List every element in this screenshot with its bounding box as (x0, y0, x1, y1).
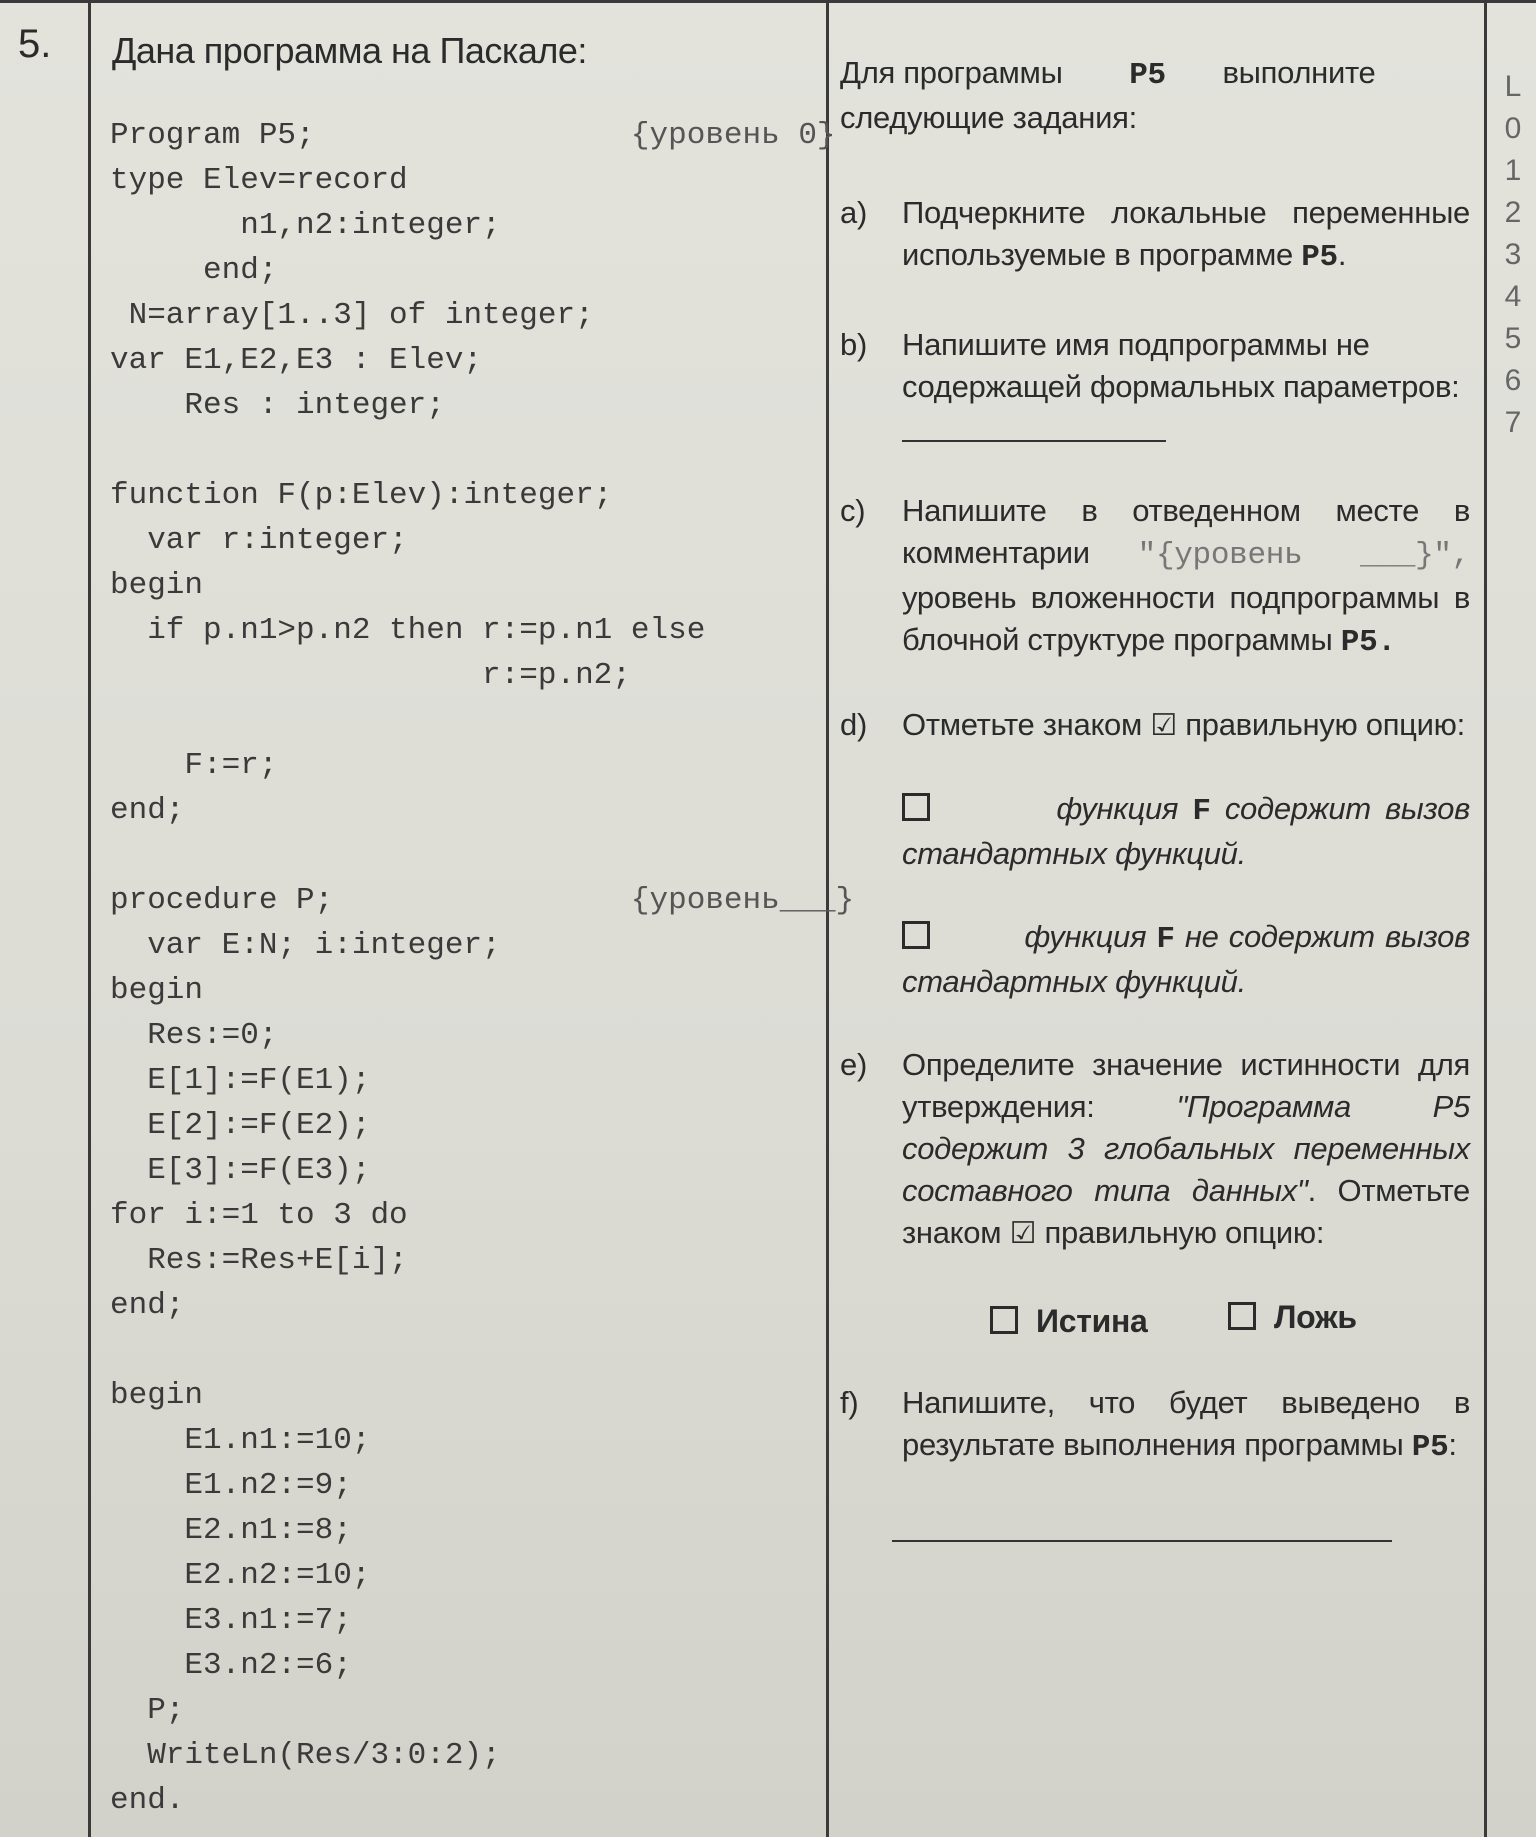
checked-box-icon: ☑ (1150, 709, 1177, 742)
score-level: 0 (1504, 112, 1522, 145)
code-line (110, 703, 854, 748)
task-e-text-3: правильную опцию: (1044, 1215, 1325, 1250)
code-line-text: F:=r; (110, 748, 278, 783)
code-line (110, 1018, 854, 1063)
code-line-text: var E1,E2,E3 : Elev; (110, 343, 483, 378)
code-line (110, 433, 854, 478)
task-f-label: f) (840, 1385, 859, 1420)
option-2-text: функция (1024, 919, 1147, 954)
code-line (110, 163, 854, 208)
code-line-text: E1.n2:=9; (110, 1468, 352, 1503)
code-line-text: E1.n1:=10; (110, 1423, 371, 1458)
task-title: Дана программа на Паскале: (112, 30, 587, 71)
task-c-text-2: уровень вложенности подпрограммы в блочной структуре программы (902, 580, 1470, 657)
score-level: 5 (1504, 322, 1522, 355)
code-comment: {уровень 0} (630, 118, 836, 153)
code-line-text: end; (110, 793, 185, 828)
task-f-program: P5 (1411, 1430, 1449, 1465)
code-line (110, 928, 854, 973)
code-line-text: function F(p:Elev):integer; (110, 478, 613, 513)
code-line-text: end; (110, 253, 278, 288)
option-1-text: функция (1056, 791, 1179, 826)
code-line-text: begin (110, 568, 204, 603)
intro-program-name: P5 (1129, 58, 1166, 93)
code-line-text: E3.n2:=6; (110, 1648, 352, 1683)
score-level: L (1504, 70, 1522, 103)
code-line (110, 118, 854, 163)
task-a-label: a) (840, 195, 867, 230)
code-line-text: E2.n2:=10; (110, 1558, 371, 1593)
code-line (110, 298, 854, 343)
intro-text-3: следующие задания: (840, 100, 1137, 135)
code-line (110, 1108, 854, 1153)
code-line (110, 1153, 854, 1198)
score-level: 1 (1504, 154, 1522, 187)
option-false-label: Ложь (1274, 1299, 1357, 1335)
option-1-text-2: содержит вызов стандартных функций. (902, 791, 1470, 871)
score-level: 7 (1504, 406, 1522, 439)
code-line (110, 1378, 854, 1423)
code-line (110, 1423, 854, 1468)
code-line (110, 523, 854, 568)
pascal-code-block (110, 118, 854, 1828)
task-a-text: Подчеркните локальные переменные используемые в программе (902, 195, 1470, 272)
code-line (110, 388, 854, 433)
code-line-text: Res : integer; (110, 388, 445, 423)
intro (840, 52, 1470, 139)
code-line (110, 208, 854, 253)
intro-text: Для программы (840, 55, 1063, 90)
task-b-label: b) (840, 327, 867, 362)
code-line (110, 478, 854, 523)
code-line-text: procedure P; (110, 883, 334, 918)
code-line-text: Res:=0; (110, 1018, 278, 1053)
code-line-text: end. (110, 1783, 185, 1818)
task-a-end: . (1337, 237, 1347, 272)
task-c-comment: "{уровень ___}", (1137, 538, 1470, 573)
task-c-program: P5. (1340, 625, 1396, 660)
option-2-function: F (1156, 922, 1175, 957)
code-line-text: N=array[1..3] of integer; (110, 298, 594, 333)
score-level: 6 (1504, 364, 1522, 397)
option-1-function: F (1192, 794, 1211, 829)
task-f-text: Напишите, что будет выведено в результате выполнения программы (902, 1385, 1470, 1462)
code-line (110, 1468, 854, 1513)
code-line-text: P; (110, 1693, 185, 1728)
task-d-label: d) (840, 707, 867, 742)
code-line (110, 793, 854, 838)
code-line (110, 613, 854, 658)
task-f-end: : (1448, 1427, 1457, 1462)
code-line-text: var r:integer; (110, 523, 408, 558)
code-comment[interactable]: {уровень___} (630, 883, 855, 918)
code-line (110, 343, 854, 388)
code-line (110, 973, 854, 1018)
code-line (110, 883, 854, 928)
task-number: 5. (18, 22, 52, 66)
code-line-text: r:=p.n2; (110, 658, 631, 693)
code-line (110, 1288, 854, 1333)
code-line-text: E[2]:=F(E2); (110, 1108, 371, 1143)
score-level: 2 (1504, 196, 1522, 229)
checkbox-icon[interactable] (990, 1306, 1018, 1334)
code-line (110, 253, 854, 298)
code-line (110, 658, 854, 703)
task-b-answer-line[interactable] (902, 440, 1166, 442)
code-line-text: E3.n1:=7; (110, 1603, 352, 1638)
code-line (110, 748, 854, 793)
code-line-text: E2.n1:=8; (110, 1513, 352, 1548)
code-line (110, 568, 854, 613)
checkbox-icon[interactable] (902, 921, 930, 949)
task-e-text-2: . Отметьте знаком (902, 1173, 1470, 1250)
code-line (110, 1648, 854, 1693)
task-a-program: P5 (1301, 240, 1338, 275)
task-c-text: Напишите в отведенном месте в комментарии (902, 493, 1470, 570)
code-line (110, 1558, 854, 1603)
code-line (110, 838, 854, 883)
code-line (110, 1198, 854, 1243)
code-line-text: begin (110, 973, 204, 1008)
code-line (110, 1513, 854, 1558)
task-b-text: Напишите имя подпрограммы не содержащей формальных параметров: (902, 327, 1460, 404)
checkbox-icon[interactable] (902, 793, 930, 821)
grid-line-left (88, 0, 91, 1837)
code-line (110, 1333, 854, 1378)
score-levels (1498, 70, 1528, 448)
score-level: 3 (1504, 238, 1522, 271)
task-c-label: c) (840, 493, 866, 528)
code-line-text: WriteLn(Res/3:0:2); (110, 1738, 501, 1773)
code-line (110, 1243, 854, 1288)
code-line-text: for i:=1 to 3 do (110, 1198, 408, 1233)
grid-line-right (1484, 0, 1487, 1837)
code-line-text: type Elev=record (110, 163, 408, 198)
code-line-text: begin (110, 1378, 204, 1413)
task-f-answer-line[interactable] (892, 1540, 1392, 1542)
option-false[interactable] (1228, 1296, 1357, 1338)
code-line (110, 1063, 854, 1108)
task-e-text: Определите значение истинности для утверждения: (902, 1047, 1470, 1124)
code-line-text: Program P5; (110, 118, 315, 153)
grid-line-top (0, 0, 1536, 3)
code-line-text: end; (110, 1288, 185, 1323)
code-line-text: var E:N; i:integer; (110, 928, 501, 963)
code-line (110, 1783, 854, 1828)
task-e-label: e) (840, 1047, 867, 1082)
option-true[interactable] (990, 1300, 1147, 1342)
option-2-text-2: не содержит вызов стандартных функций. (902, 919, 1470, 999)
checkbox-icon[interactable] (1228, 1302, 1256, 1330)
checked-box-icon: ☑ (1009, 1217, 1037, 1250)
intro-text-2: выполните (1222, 55, 1376, 90)
code-line (110, 1738, 854, 1783)
code-line-text: if p.n1>p.n2 then r:=p.n1 else (110, 613, 706, 648)
task-e-quote: "Программа P5 содержит 3 глобальных переменных составного типа данных" (902, 1089, 1470, 1208)
code-line-text: E[3]:=F(E3); (110, 1153, 371, 1188)
score-level: 4 (1504, 280, 1522, 313)
code-line-text: E[1]:=F(E1); (110, 1063, 371, 1098)
task-d-text-2: правильную опцию: (1185, 707, 1465, 742)
code-line (110, 1693, 854, 1738)
code-line-text: Res:=Res+E[i]; (110, 1243, 408, 1278)
code-line (110, 1603, 854, 1648)
option-true-label: Истина (1036, 1303, 1148, 1339)
code-line-text: n1,n2:integer; (110, 208, 501, 243)
task-d-text: Отметьте знаком (902, 707, 1143, 742)
